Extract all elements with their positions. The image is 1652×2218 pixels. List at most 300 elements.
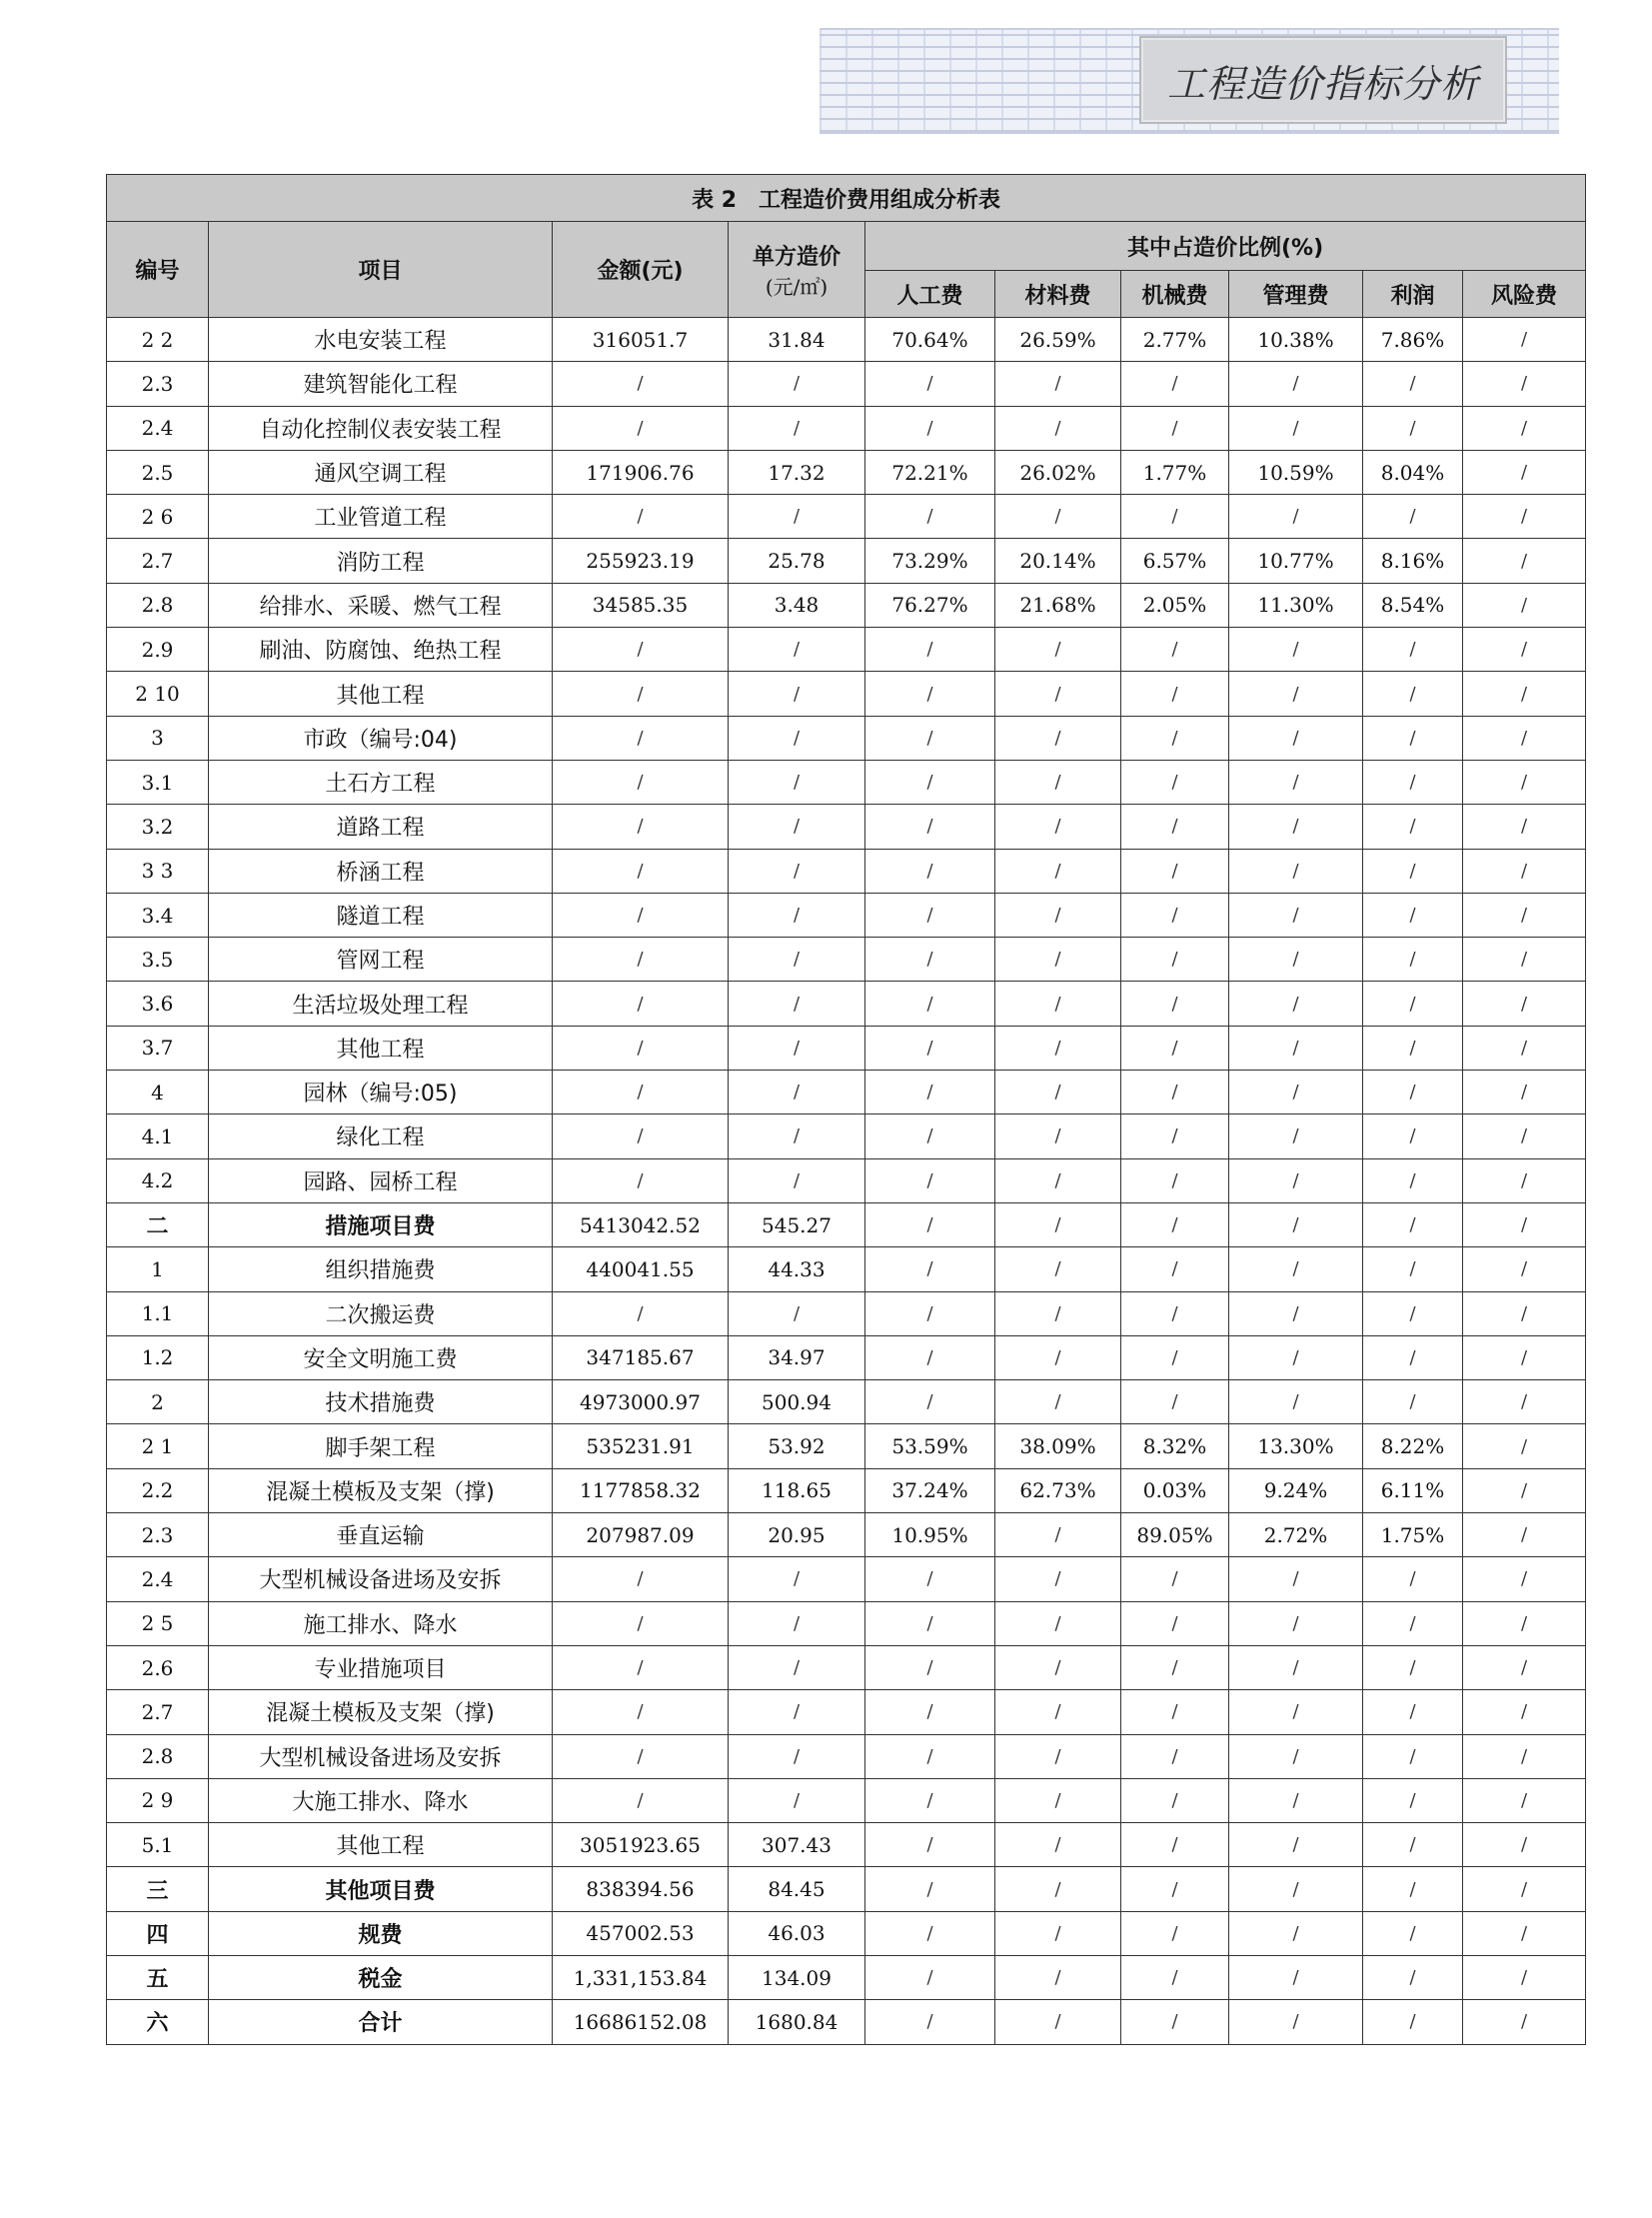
cell-material: /	[995, 1601, 1121, 1645]
cell-risk: /	[1463, 1335, 1586, 1379]
cell-profit: /	[1363, 1158, 1463, 1202]
cell-material: /	[995, 849, 1121, 893]
cell-machinery: 2.05%	[1121, 583, 1229, 627]
cell-amount: /	[553, 672, 729, 716]
cell-no: 4	[107, 1071, 209, 1114]
cell-machinery: 6.57%	[1121, 539, 1229, 583]
cell-no: 2.4	[107, 406, 209, 450]
cell-unit-price: /	[729, 716, 865, 760]
cell-machinery: /	[1121, 1955, 1229, 1999]
cell-amount: /	[553, 1734, 729, 1778]
cell-item: 其他项目费	[209, 1867, 553, 1911]
cell-labor: 76.27%	[865, 583, 995, 627]
cell-item: 园林（编号:05)	[209, 1071, 553, 1114]
cell-risk: /	[1463, 450, 1586, 494]
cell-risk: /	[1463, 1158, 1586, 1202]
table-row	[107, 1380, 1586, 1424]
cell-amount: /	[553, 1158, 729, 1202]
cell-management: /	[1229, 1690, 1363, 1734]
cell-amount: /	[553, 1645, 729, 1689]
cell-labor: /	[865, 1247, 995, 1291]
table-row	[107, 1291, 1586, 1335]
cell-material: 20.14%	[995, 539, 1121, 583]
cell-item: 措施项目费	[209, 1202, 553, 1246]
cell-labor: /	[865, 1778, 995, 1822]
cell-item: 刷油、防腐蚀、绝热工程	[209, 628, 553, 672]
cell-item: 其他工程	[209, 1026, 553, 1070]
cell-unit-price: /	[729, 672, 865, 716]
cell-management: 13.30%	[1229, 1424, 1363, 1468]
cell-item: 大施工排水、降水	[209, 1778, 553, 1822]
cell-unit-price: /	[729, 1114, 865, 1158]
cell-no: 五	[107, 1955, 209, 1999]
cell-machinery: 2.77%	[1121, 318, 1229, 362]
cell-risk: /	[1463, 1778, 1586, 1822]
header-banner	[1139, 36, 1507, 124]
cell-profit: /	[1363, 1911, 1463, 1955]
cell-amount: /	[553, 1026, 729, 1070]
cell-no: 4.2	[107, 1158, 209, 1202]
cell-profit: 8.04%	[1363, 450, 1463, 494]
cell-no: 2 10	[107, 672, 209, 716]
cell-machinery: 1.77%	[1121, 450, 1229, 494]
cell-unit-price: 46.03	[729, 1911, 865, 1955]
table-row	[107, 1557, 1586, 1601]
table-row	[107, 1778, 1586, 1822]
cell-no: 四	[107, 1911, 209, 1955]
cell-risk: /	[1463, 1114, 1586, 1158]
table-row	[107, 716, 1586, 760]
cell-profit: /	[1363, 805, 1463, 849]
cell-profit: /	[1363, 1778, 1463, 1822]
table-row	[107, 583, 1586, 627]
cell-material: /	[995, 1778, 1121, 1822]
cell-machinery: 0.03%	[1121, 1468, 1229, 1512]
cell-risk: /	[1463, 583, 1586, 627]
cell-labor: /	[865, 849, 995, 893]
cell-amount: /	[553, 893, 729, 937]
cell-labor: /	[865, 1158, 995, 1202]
table-row	[107, 1026, 1586, 1070]
cell-material: /	[995, 1867, 1121, 1911]
cell-amount: /	[553, 1778, 729, 1822]
cell-machinery: /	[1121, 1557, 1229, 1601]
cell-profit: /	[1363, 672, 1463, 716]
cell-unit-price: /	[729, 982, 865, 1026]
cell-amount: 34585.35	[553, 583, 729, 627]
cell-risk: /	[1463, 406, 1586, 450]
cell-item: 水电安装工程	[209, 318, 553, 362]
cell-item: 安全文明施工费	[209, 1335, 553, 1379]
table-body	[107, 318, 1586, 2045]
cell-profit: 8.54%	[1363, 583, 1463, 627]
cell-item: 土石方工程	[209, 760, 553, 804]
cell-labor: /	[865, 805, 995, 849]
cell-labor: 72.21%	[865, 450, 995, 494]
table-row	[107, 1468, 1586, 1512]
cell-labor: /	[865, 1071, 995, 1114]
cell-unit-price: 84.45	[729, 1867, 865, 1911]
cell-profit: /	[1363, 1071, 1463, 1114]
cell-material: 21.68%	[995, 583, 1121, 627]
cell-material: /	[995, 628, 1121, 672]
cell-management: /	[1229, 1734, 1363, 1778]
cell-item: 其他工程	[209, 1823, 553, 1867]
cell-management: /	[1229, 1557, 1363, 1601]
col-header-amount: 金额(元)	[553, 222, 729, 318]
cell-no: 1	[107, 1247, 209, 1291]
cell-material: /	[995, 982, 1121, 1026]
cell-item: 合计	[209, 2000, 553, 2044]
cell-machinery: /	[1121, 2000, 1229, 2044]
col-header-item: 项目	[209, 222, 553, 318]
cell-unit-price: 307.43	[729, 1823, 865, 1867]
cell-risk: /	[1463, 539, 1586, 583]
cell-labor: 53.59%	[865, 1424, 995, 1468]
cell-risk: /	[1463, 1071, 1586, 1114]
col-header-material: 材料费	[995, 271, 1121, 318]
cell-no: 2 5	[107, 1601, 209, 1645]
cell-no: 六	[107, 2000, 209, 2044]
cell-management: /	[1229, 1247, 1363, 1291]
cell-item: 市政（编号:04)	[209, 716, 553, 760]
cell-labor: /	[865, 672, 995, 716]
col-header-unit-price	[729, 222, 865, 318]
cell-material: /	[995, 1291, 1121, 1335]
table-row	[107, 938, 1586, 982]
cell-material: /	[995, 1690, 1121, 1734]
cell-risk: /	[1463, 628, 1586, 672]
cell-management: /	[1229, 849, 1363, 893]
table-row	[107, 1114, 1586, 1158]
cell-no: 2.6	[107, 1645, 209, 1689]
cell-machinery: /	[1121, 1247, 1229, 1291]
cell-risk: /	[1463, 849, 1586, 893]
table-row	[107, 1513, 1586, 1557]
cell-machinery: /	[1121, 1778, 1229, 1822]
cell-labor: /	[865, 1690, 995, 1734]
cell-profit: /	[1363, 1291, 1463, 1335]
cell-profit: /	[1363, 1026, 1463, 1070]
table-row	[107, 406, 1586, 450]
cell-management: /	[1229, 1867, 1363, 1911]
cell-amount: /	[553, 362, 729, 406]
cell-risk: /	[1463, 805, 1586, 849]
cell-no: 2.9	[107, 628, 209, 672]
cell-management: /	[1229, 406, 1363, 450]
cell-machinery: /	[1121, 1071, 1229, 1114]
cell-risk: /	[1463, 1823, 1586, 1867]
cell-amount: 838394.56	[553, 1867, 729, 1911]
cell-no: 1.2	[107, 1335, 209, 1379]
cell-machinery: /	[1121, 760, 1229, 804]
cell-item: 隧道工程	[209, 893, 553, 937]
cell-profit: /	[1363, 1202, 1463, 1246]
cell-unit-price: 17.32	[729, 450, 865, 494]
table-row	[107, 495, 1586, 539]
col-header-machinery: 机械费	[1121, 271, 1229, 318]
cell-machinery: /	[1121, 1291, 1229, 1335]
cell-management: /	[1229, 1114, 1363, 1158]
cell-material: 62.73%	[995, 1468, 1121, 1512]
cell-material: /	[995, 1247, 1121, 1291]
table-row	[107, 1424, 1586, 1468]
cell-machinery: /	[1121, 1645, 1229, 1689]
cell-risk: /	[1463, 495, 1586, 539]
cell-risk: /	[1463, 672, 1586, 716]
table-row	[107, 1645, 1586, 1689]
cell-labor: /	[865, 1335, 995, 1379]
cell-no: 二	[107, 1202, 209, 1246]
table-row	[107, 1335, 1586, 1379]
table-row	[107, 849, 1586, 893]
cell-management: 2.72%	[1229, 1513, 1363, 1557]
cell-machinery: /	[1121, 1114, 1229, 1158]
cell-material: /	[995, 1823, 1121, 1867]
cell-machinery: /	[1121, 716, 1229, 760]
cell-item: 大型机械设备进场及安拆	[209, 1557, 553, 1601]
cell-no: 5.1	[107, 1823, 209, 1867]
cell-unit-price: /	[729, 893, 865, 937]
cell-machinery: /	[1121, 1335, 1229, 1379]
table-row	[107, 539, 1586, 583]
cell-machinery: /	[1121, 1823, 1229, 1867]
table-row	[107, 1911, 1586, 1955]
cell-no: 2.3	[107, 362, 209, 406]
cell-profit: /	[1363, 893, 1463, 937]
table-row	[107, 760, 1586, 804]
cell-management: /	[1229, 1158, 1363, 1202]
cell-labor: /	[865, 1026, 995, 1070]
col-header-profit: 利润	[1363, 271, 1463, 318]
cell-risk: /	[1463, 1601, 1586, 1645]
cell-machinery: /	[1121, 1601, 1229, 1645]
cell-unit-price: /	[729, 628, 865, 672]
cell-risk: /	[1463, 2000, 1586, 2044]
cell-management: /	[1229, 938, 1363, 982]
table-row	[107, 1690, 1586, 1734]
cell-amount: 1177858.32	[553, 1468, 729, 1512]
cell-risk: /	[1463, 1424, 1586, 1468]
unit-price-label: 单方造价	[752, 244, 840, 270]
cell-no: 3.1	[107, 760, 209, 804]
col-header-ratio-group: 其中占造价比例(%)	[865, 222, 1586, 271]
cell-item: 组织措施费	[209, 1247, 553, 1291]
cell-unit-price: /	[729, 1690, 865, 1734]
cell-risk: /	[1463, 1468, 1586, 1512]
col-header-risk: 风险费	[1463, 271, 1586, 318]
cell-amount: 5413042.52	[553, 1202, 729, 1246]
cell-unit-price: 545.27	[729, 1202, 865, 1246]
cell-unit-price: /	[729, 495, 865, 539]
cell-item: 大型机械设备进场及安拆	[209, 1734, 553, 1778]
cell-item: 工业管道工程	[209, 495, 553, 539]
table-row	[107, 318, 1586, 362]
cell-material: /	[995, 1734, 1121, 1778]
table-row	[107, 1247, 1586, 1291]
cell-no: 3.2	[107, 805, 209, 849]
cell-material: /	[995, 1557, 1121, 1601]
cell-material: /	[995, 1114, 1121, 1158]
cell-profit: /	[1363, 1867, 1463, 1911]
cell-profit: 7.86%	[1363, 318, 1463, 362]
cell-unit-price: /	[729, 1557, 865, 1601]
cell-profit: /	[1363, 1335, 1463, 1379]
cell-amount: 440041.55	[553, 1247, 729, 1291]
cell-risk: /	[1463, 760, 1586, 804]
cell-machinery: /	[1121, 672, 1229, 716]
cell-profit: 8.16%	[1363, 539, 1463, 583]
cell-machinery: /	[1121, 1867, 1229, 1911]
cell-risk: /	[1463, 1247, 1586, 1291]
cell-management: /	[1229, 893, 1363, 937]
table-row	[107, 1867, 1586, 1911]
table-row	[107, 1601, 1586, 1645]
cell-amount: /	[553, 628, 729, 672]
cell-profit: /	[1363, 938, 1463, 982]
cell-material: /	[995, 2000, 1121, 2044]
cell-risk: /	[1463, 1645, 1586, 1689]
cell-management: /	[1229, 1911, 1363, 1955]
cell-item: 自动化控制仪表安装工程	[209, 406, 553, 450]
cell-profit: /	[1363, 760, 1463, 804]
cell-labor: /	[865, 1867, 995, 1911]
table-caption: 表 2 工程造价费用组成分析表	[107, 175, 1586, 222]
cell-labor: 37.24%	[865, 1468, 995, 1512]
cell-risk: /	[1463, 1955, 1586, 1999]
cell-item: 其他工程	[209, 672, 553, 716]
cell-amount: /	[553, 1114, 729, 1158]
cell-labor: /	[865, 1911, 995, 1955]
cell-amount: 535231.91	[553, 1424, 729, 1468]
cell-labor: /	[865, 1734, 995, 1778]
cell-material: 26.59%	[995, 318, 1121, 362]
cell-profit: /	[1363, 406, 1463, 450]
cell-amount: /	[553, 982, 729, 1026]
cell-labor: /	[865, 628, 995, 672]
cell-risk: /	[1463, 1026, 1586, 1070]
cell-management: /	[1229, 805, 1363, 849]
cell-no: 2.3	[107, 1513, 209, 1557]
cell-no: 3 3	[107, 849, 209, 893]
cell-machinery: /	[1121, 1690, 1229, 1734]
cell-no: 2.7	[107, 539, 209, 583]
cell-machinery: /	[1121, 628, 1229, 672]
cell-amount: 1,331,153.84	[553, 1955, 729, 1999]
cell-management: /	[1229, 1071, 1363, 1114]
cell-risk: /	[1463, 938, 1586, 982]
cell-profit: /	[1363, 628, 1463, 672]
cell-no: 3.7	[107, 1026, 209, 1070]
cell-management: 9.24%	[1229, 1468, 1363, 1512]
cell-amount: 457002.53	[553, 1911, 729, 1955]
cell-unit-price: /	[729, 362, 865, 406]
cell-labor: /	[865, 1380, 995, 1424]
cell-machinery: 8.32%	[1121, 1424, 1229, 1468]
cell-management: /	[1229, 1291, 1363, 1335]
cell-amount: /	[553, 805, 729, 849]
cell-labor: /	[865, 893, 995, 937]
cell-no: 2 9	[107, 1778, 209, 1822]
cell-management: /	[1229, 1955, 1363, 1999]
cell-material: /	[995, 938, 1121, 982]
cell-amount: 207987.09	[553, 1513, 729, 1557]
cell-unit-price: 20.95	[729, 1513, 865, 1557]
cell-risk: /	[1463, 982, 1586, 1026]
cell-item: 二次搬运费	[209, 1291, 553, 1335]
cell-risk: /	[1463, 716, 1586, 760]
col-header-management: 管理费	[1229, 271, 1363, 318]
cell-item: 规费	[209, 1911, 553, 1955]
cell-risk: /	[1463, 1380, 1586, 1424]
cell-unit-price: /	[729, 1071, 865, 1114]
cell-labor: /	[865, 362, 995, 406]
cell-material: /	[995, 672, 1121, 716]
cell-labor: /	[865, 716, 995, 760]
table-row	[107, 805, 1586, 849]
cell-labor: 70.64%	[865, 318, 995, 362]
cell-amount: /	[553, 938, 729, 982]
cell-amount: /	[553, 716, 729, 760]
cell-management: /	[1229, 1601, 1363, 1645]
cell-item: 给排水、采暖、燃气工程	[209, 583, 553, 627]
cell-amount: /	[553, 1557, 729, 1601]
cell-machinery: /	[1121, 1158, 1229, 1202]
cell-management: /	[1229, 1645, 1363, 1689]
cell-machinery: /	[1121, 805, 1229, 849]
cell-management: /	[1229, 1335, 1363, 1379]
cell-item: 绿化工程	[209, 1114, 553, 1158]
cell-material: /	[995, 1955, 1121, 1999]
cell-material: /	[995, 716, 1121, 760]
cell-no: 2.7	[107, 1690, 209, 1734]
cell-management: /	[1229, 1380, 1363, 1424]
cell-material: /	[995, 1158, 1121, 1202]
cell-amount: 4973000.97	[553, 1380, 729, 1424]
cell-material: /	[995, 1071, 1121, 1114]
cell-labor: /	[865, 1114, 995, 1158]
cell-labor: /	[865, 938, 995, 982]
cell-profit: /	[1363, 1557, 1463, 1601]
table-row	[107, 1955, 1586, 1999]
cell-unit-price: /	[729, 1734, 865, 1778]
cell-unit-price: 25.78	[729, 539, 865, 583]
cell-no: 2.2	[107, 1468, 209, 1512]
cell-management: /	[1229, 672, 1363, 716]
cell-amount: /	[553, 1601, 729, 1645]
cell-machinery: /	[1121, 1734, 1229, 1778]
cell-profit: /	[1363, 716, 1463, 760]
cell-unit-price: /	[729, 406, 865, 450]
cell-management: /	[1229, 2000, 1363, 2044]
cell-management: /	[1229, 982, 1363, 1026]
cell-item: 施工排水、降水	[209, 1601, 553, 1645]
cell-management: /	[1229, 716, 1363, 760]
cell-material: /	[995, 1380, 1121, 1424]
cell-no: 2 2	[107, 318, 209, 362]
table-row	[107, 672, 1586, 716]
cell-labor: /	[865, 1291, 995, 1335]
cell-unit-price: /	[729, 1601, 865, 1645]
cell-management: /	[1229, 628, 1363, 672]
cell-unit-price: /	[729, 760, 865, 804]
cell-management: /	[1229, 1778, 1363, 1822]
cell-item: 混凝土模板及支架（撑)	[209, 1468, 553, 1512]
cell-machinery: /	[1121, 495, 1229, 539]
cell-no: 4.1	[107, 1114, 209, 1158]
cell-item: 垂直运输	[209, 1513, 553, 1557]
cell-machinery: /	[1121, 1380, 1229, 1424]
